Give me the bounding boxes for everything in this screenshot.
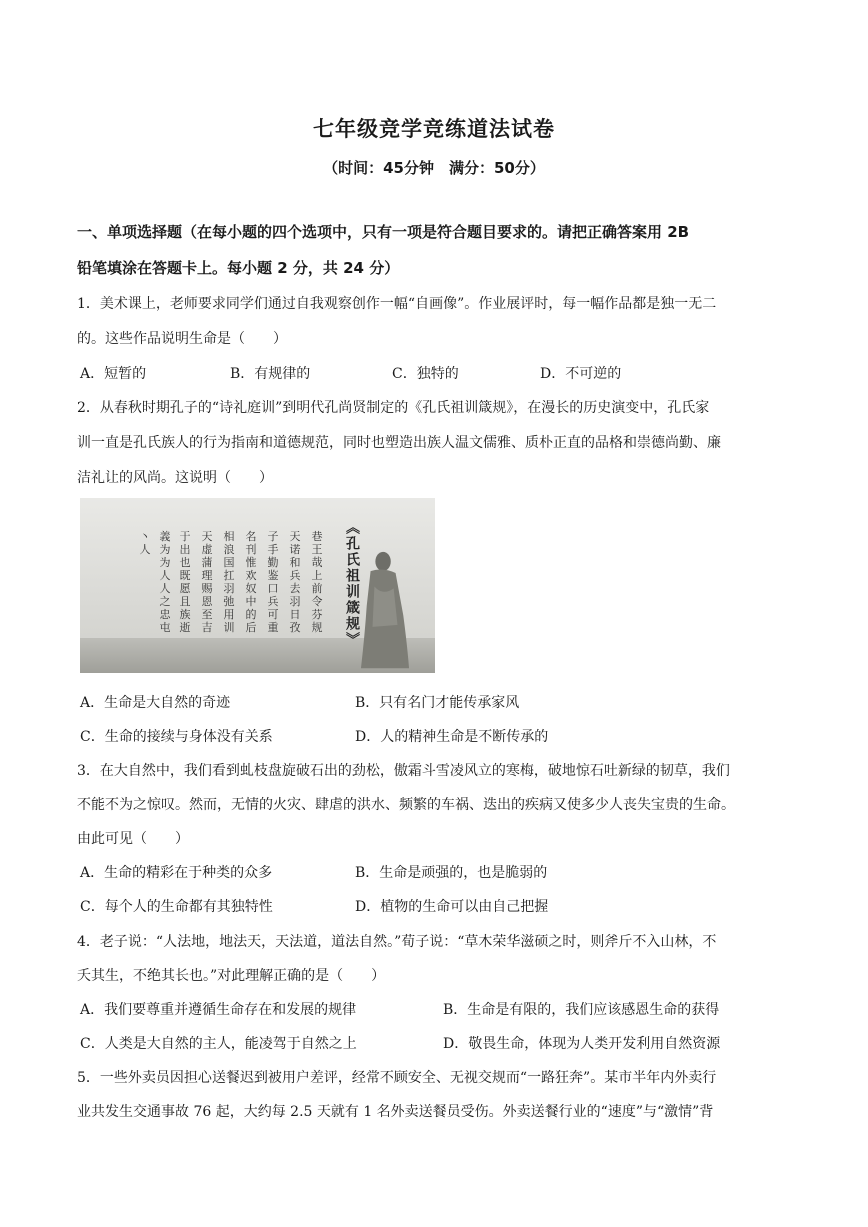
- q2-stem-line3: 洁礼让的风尚。这说明（ ）: [77, 470, 273, 486]
- q1-stem-line1: 1．美术课上，老师要求同学们通过自我观察创作一幅“自画像”。作业展评时，每一幅作品都是独一无二: [77, 296, 717, 312]
- q3-option-a: A．生命的精彩在于种类的众多: [80, 865, 273, 881]
- kongshi-family-rules-image: 丶 人 義 为 为 人 人 之 忠 屯 于 出 也 既 愿 且 族 逝 天 虚 蒲 理 赐 恩 至 吉 相 浪 国 扛 羽 弛 用 训 名 刊 惟 欢 奴 中 的 后 子 手 勤 鉴 口 兵 可 重 天 诺 和 兵 去 羽 日 孜 巷 王 哉 上 前 令 芬 规 《孔氏祖训箴规》: [80, 498, 435, 673]
- q2-option-a: A．生命是大自然的奇迹: [80, 695, 231, 711]
- q1-option-d: D．不可逆的: [540, 366, 622, 382]
- q4-option-c: C．人类是大自然的主人，能凌驾于自然之上: [80, 1036, 357, 1052]
- q2-stem-line1: 2．从春秋时期孔子的“诗礼庭训”到明代孔尚贤制定的《孔氏祖训箴规》，在漫长的历史演变中，孔氏家: [77, 400, 710, 416]
- q3-stem-line2: 不能不为之惊叹。然而，无情的火灾、肆虐的洪水、频繁的车祸、迭出的疾病又使多少人丧失宝贵的生命。: [77, 797, 735, 813]
- q1-option-a: A．短暂的: [80, 366, 147, 382]
- q3-option-c: C．每个人的生命都有其独特性: [80, 899, 273, 915]
- page-title: 七年级竞学竞练道法试卷: [313, 117, 555, 141]
- figure-title: 《孔氏祖训箴规》: [344, 520, 360, 648]
- q2-option-b: B．只有名门才能传承家风: [355, 695, 520, 711]
- q5-stem-line1: 5．一些外卖员因担心送餐迟到被用户差评，经常不顾安全、无视交规而“一路狂奔”。某市半年内外卖行: [77, 1070, 717, 1086]
- confucius-statue-icon: [350, 548, 420, 673]
- q3-option-d: D．植物的生命可以由自己把握: [355, 899, 549, 915]
- section-heading-line2: 铅笔填涂在答题卡上。每小题 2 分，共 24 分）: [77, 259, 400, 277]
- exam-info: （时间：45分钟 满分：50分）: [323, 159, 545, 177]
- q4-option-a: A．我们要尊重并遵循生命存在和发展的规律: [80, 1002, 357, 1018]
- q3-stem-line3: 由此可见（ ）: [77, 831, 189, 847]
- q1-option-b: B．有规律的: [230, 366, 311, 382]
- q3-option-b: B．生命是顽强的，也是脆弱的: [355, 865, 548, 881]
- q5-stem-line2: 业共发生交通事故 76 起，大约每 2.5 天就有 1 名外卖送餐员受伤。外卖送餐行业的“速度”与“激情”背: [77, 1104, 714, 1120]
- q1-stem-line2: 的。这些作品说明生命是（ ）: [77, 331, 287, 347]
- q2-option-c: C．生命的接续与身体没有关系: [80, 729, 273, 745]
- q4-option-b: B．生命是有限的，我们应该感恩生命的获得: [443, 1002, 720, 1018]
- section-heading-line1: 一、单项选择题（在每小题的四个选项中，只有一项是符合题目要求的。请把正确答案用 2B: [77, 223, 690, 241]
- q2-stem-line2: 训一直是孔氏族人的行为指南和道德规范，同时也塑造出族人温文儒雅、质朴正直的品格和崇德尚勤、廉: [77, 435, 721, 451]
- q4-option-d: D．敬畏生命，体现为人类开发利用自然资源: [443, 1036, 721, 1052]
- q1-option-c: C．独特的: [392, 366, 459, 382]
- q3-stem-line1: 3．在大自然中，我们看到虬枝盘旋破石出的劲松，傲霜斗雪凌风立的寒梅，破地惊石吐新绿的韧草，我们: [77, 763, 730, 779]
- q4-stem-line2: 夭其生，不绝其长也。”对此理解正确的是（ ）: [77, 968, 386, 984]
- q2-option-d: D．人的精神生命是不断传承的: [355, 729, 549, 745]
- q4-stem-line1: 4．老子说：“人法地，地法天，天法道，道法自然。”荀子说：“草木荣华滋硕之时，则斧斤不入山林，不: [77, 934, 717, 950]
